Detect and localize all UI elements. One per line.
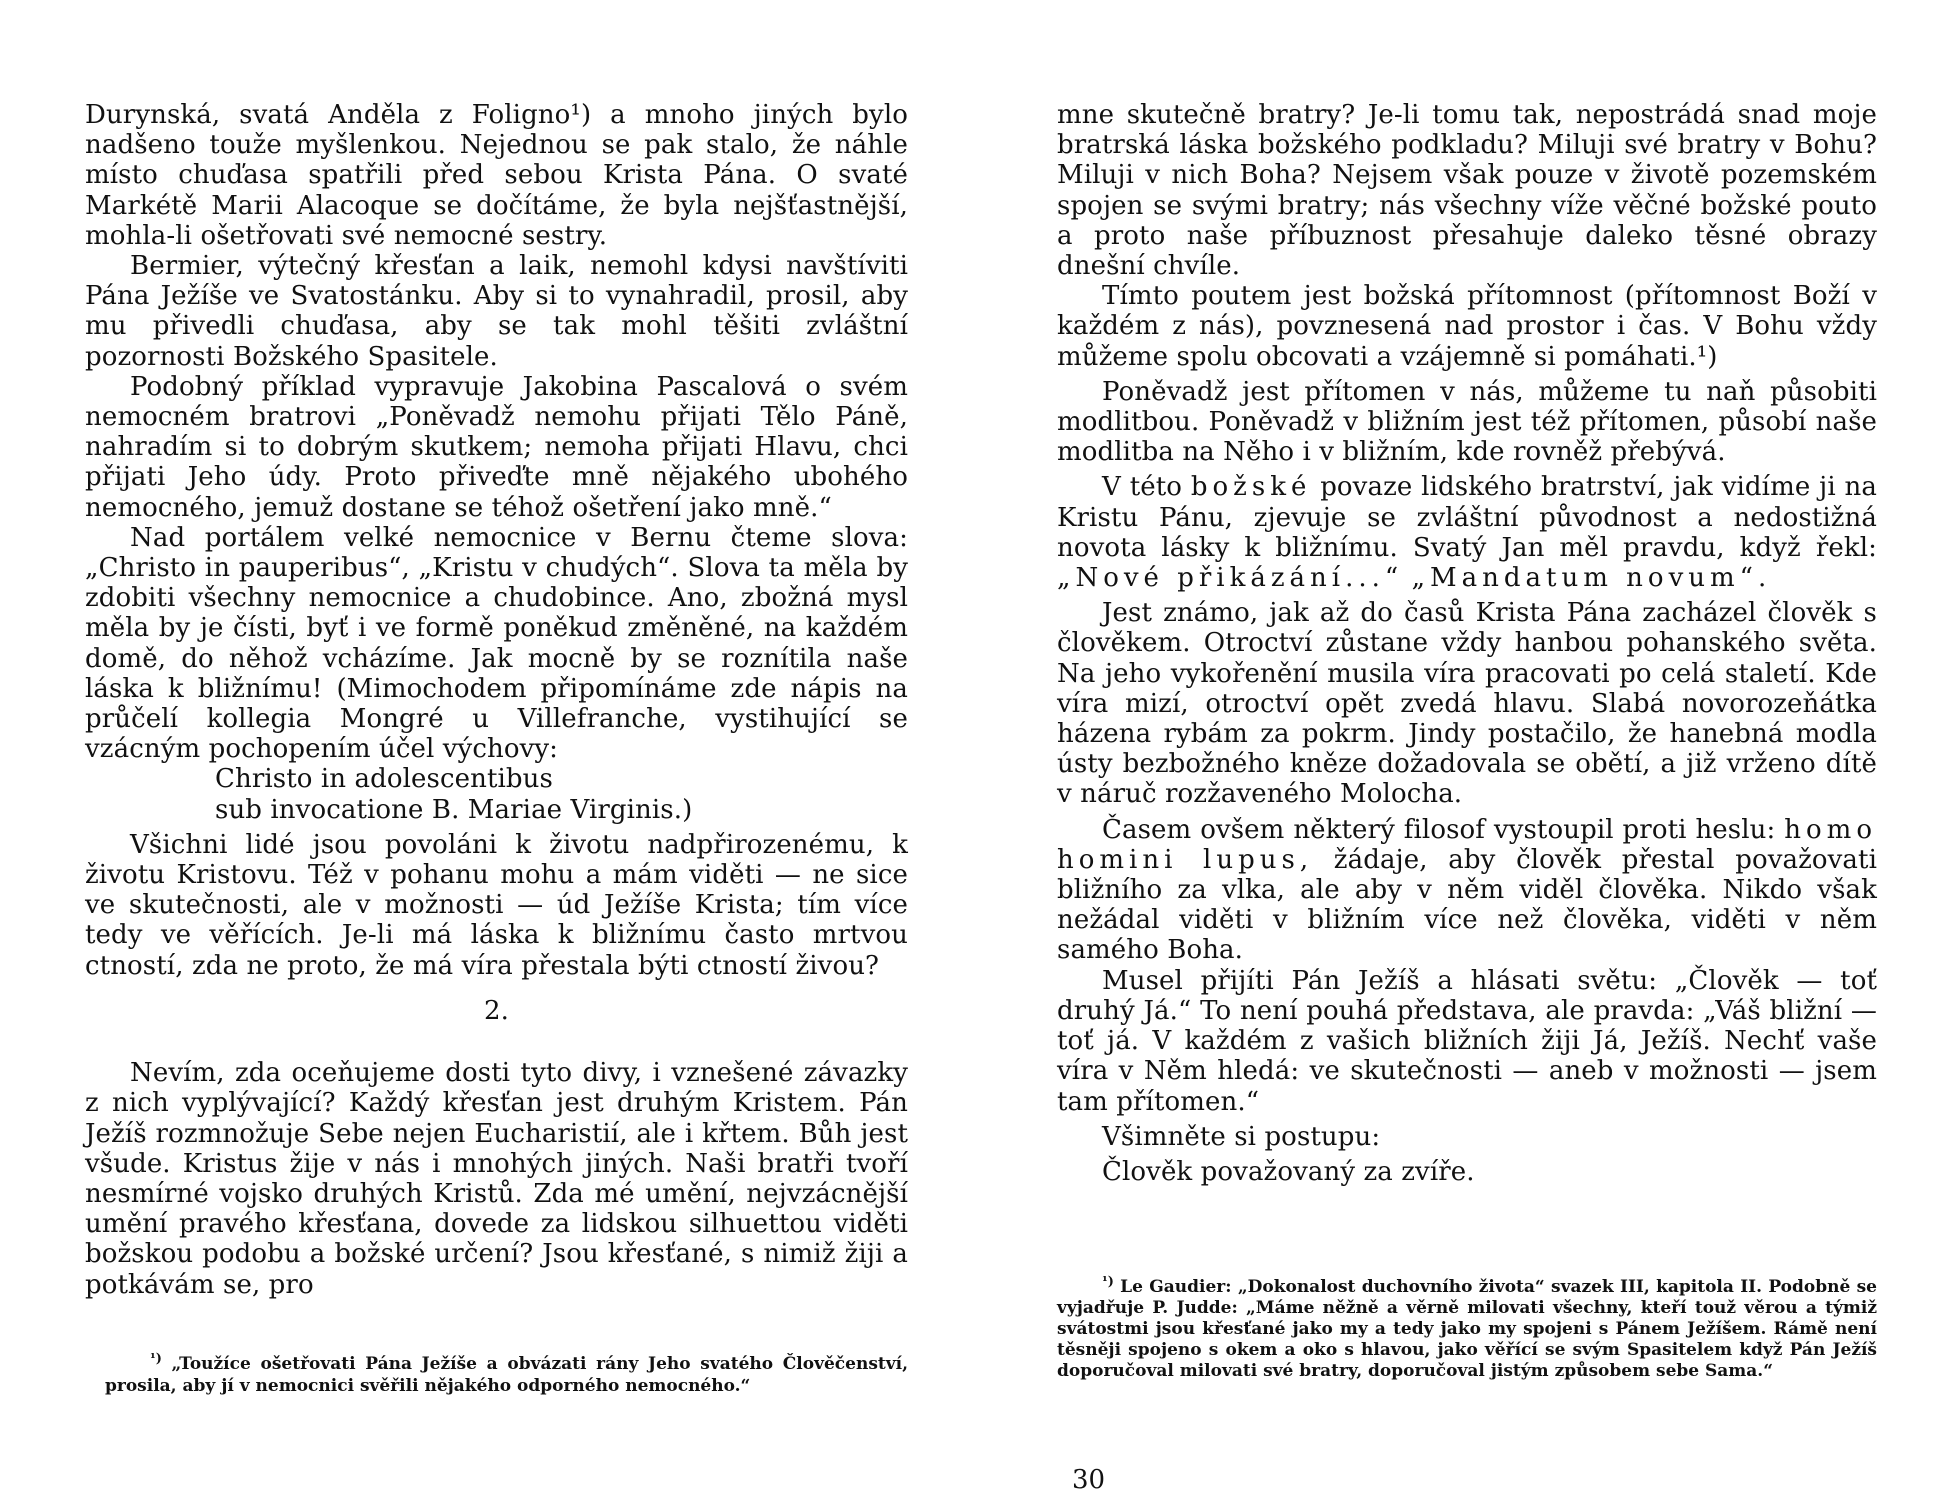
left-page-text [85,100,908,1300]
left-paragraph-1: Durynská, svatá Anděla z Foligno¹) a mnoho jiných bylo nadšeno touže myšlenkou. Nejednou se pak stalo, že náhle místo chuďasa spatřili před sebou Krista Pána. O svaté Markétě Marii Alacoque se dočítáme, že byla nejšťastnější, mohla-li ošetřovati své nemocné sestry. [85,100,908,251]
page-number: 30 [1072,1465,1106,1495]
inscription-line-1: Christo in adolescentibus [215,764,553,795]
right-paragraph-4 [1057,472,1877,593]
inscription-line-2: sub invocatione B. Mariae Virginis.) [215,794,693,825]
right-page-text [1057,100,1877,1187]
right-paragraph-7: Musel přijíti Pán Ježíš a hlásati světu: „Člověk — toť druhý Já.“ To není pouhá představa, ale pravda: „Váš bližní — toť já. V každém z vašich bližních žiji Já, Ježíš. Nechť vaše víra v Něm hledá: ve skutečnosti — aneb v možnosti — jsem tam přítomen.“ [1057,965,1877,1117]
right-paragraph-3: Poněvadž jest přítomen v nás, můžeme tu naň působiti modlitbou. Poněvadž v bližním jest též přítomen, působí naše modlitba na Něho i v bližním, kde rovněž přebývá. [1057,376,1877,468]
p4-spaced-word: božské [1190,472,1312,503]
right-paragraph-1: mne skutečně bratry? Je-li tomu tak, nepostrádá snad moje bratrská láska božského podkladu? Miluji své bratry v Bohu? Miluji v nich Boha? Nejsem však pouze v životě pozemském spojen se svými bratry; nás všechny víže věčné božské pouto a proto naše příbuznost přesahuje daleko těsné obrazy dnešní chvíle. [1057,100,1877,282]
p6-start: Časem ovšem některý filosof vystoupil proti heslu: [1102,814,1776,845]
right-page [1057,0,1877,1500]
right-paragraph-5: Jest známo, jak až do časů Krista Pána zacházel člověk s člověkem. Otroctví zůstane vždy hanbou pohanského světa. Na jeho vykořenění musila víra pracovati po celá staletí. Kde víra mizí, otroctví opět zvedá hlavu. Slabá novorozeňátka házena rybám za pokrm. Jindy postačilo, že hanebná modla ústy bezbožného kněze dožadovala se obětí, a již vrženo dítě v náruč rozžaveného Molocha. [1057,598,1877,810]
section-number: 2. [483,995,509,1026]
left-page [85,0,908,1500]
p6-rest: žádaje, aby člověk přestal považovati bližního za vlka, ale aby v něm viděl člověka. Nikdo však nežádal viděti v bližním více než člověka, viděti v něm samého Boha. [1057,844,1877,966]
left-footnote-text: „Toužíce ošetřovati Pána Ježíše a obvázati rány Jeho svatého Člověčenství, prosila, aby jí v nemocnici svěřili nějakého odporného nemocného.“ [105,1354,909,1396]
left-paragraph-3: Podobný příklad vypravuje Jakobina Pascalová o svém nemocném bratrovi „Poněvadž nemohu přijati Tělo Páně, nahradím si to dobrým skutkem; nemoha přijati Hlavu, chci přijati Jeho údy. Proto přiveďte mně nějakého ubohého nemocného, jemuž dostane se téhož ošetření jako mně.“ [85,371,908,523]
right-paragraph-6 [1057,815,1877,966]
p4-start: V této [1102,472,1183,503]
left-paragraph-2: Bermier, výtečný křesťan a laik, nemohl kdysi navštíviti Pána Ježíše ve Svatostánku. Aby si to vynahradil, prosil, aby mu přivedli chuďasa, aby se tak mohl těšiti zvláštní pozornosti Božského Spasitele. [85,251,908,372]
right-paragraph-2: Tímto poutem jest božská přítomnost (přítomnost Boží v každém z nás), povznesená nad prostor i čas. V Bohu vždy můžeme spolu obcovati a vzájemně si pomáhati.¹) [1057,281,1877,372]
right-footnote-mark: ¹) [1102,1274,1114,1290]
right-paragraph-9: Člověk považovaný za zvíře. [1102,1156,1475,1187]
p6-spaced-phrase: homo homini lupus, [1057,814,1877,875]
p4-quote-1: „Nové přikázání...“ [1057,563,1404,594]
latin-inscription [215,764,908,824]
right-footnote-text: Le Gaudier: „Dokonalost duchovního života“ svazek III, kapitola II. Podobně se vyjadřuje P. Judde: „Máme něžně a věrně milovati všechny, kteří touž věrou a týmiž svátostmi jsou křesťané jako my a tedy jako my spojeni s Pánem Ježíšem. Rámě není těsněji spojeno s okem a oko s hlavou, jako věřící se svým Spasitelem když Pán Ježíš doporučoval milovati své bratry, doporučoval jistým způsobem sebe Sama.“ [1057,1277,1877,1381]
p4-quote-2: „Mandatum novum“. [1411,563,1772,594]
left-paragraph-5: Všichni lidé jsou povoláni k životu nadpřirozenému, k životu Kristovu. Též v pohanu mohu a mám viděti — ne sice ve skutečnosti, ale v možnosti — úd Ježíše Krista; tím více tedy ve věřících. Je-li má láska k bližnímu často mrtvou ctností, zda ne proto, že má víra přestala býti ctností živou? [85,829,908,981]
right-paragraph-8: Všimněte si postupu: [1102,1121,1381,1152]
left-footnote-mark: ¹) [150,1351,162,1367]
p4-rest: povaze lidského bratrství, jak vidíme ji na Kristu Pánu, zjevuje se zvláštní původnost a nedostižná novota lásky k bližnímu. Svatý Jan měl pravdu, když řekl: [1057,472,1877,563]
left-paragraph-4: Nad portálem velké nemocnice v Bernu čteme slova: „Christo in pauperibus“, „Kristu v chudých“. Slova ta měla by zdobiti všechny nemocnice a chudobince. Ano, zbožná mysl měla by je čísti, byť i ve formě poněkud změněné, na každém domě, do něhož vcházíme. Jak mocně by se roznítila naše láska k bližnímu! (Mimochodem připomínáme zde nápis na průčelí kollegia Mongré u Villefranche, vystihující se vzácným pochopením účel výchovy: [85,522,908,765]
right-footnote [1057,1274,1877,1382]
left-paragraph-6: Nevím, zda oceňujeme dosti tyto divy, i vznešené závazky z nich vyplývající? Každý křesťan jest druhým Kristem. Pán Ježíš rozmnožuje Sebe nejen Eucharistií, ale i křtem. Bůh jest všude. Kristus žije v nás i mnohých jiných. Naši bratři tvoří nesmírné vojsko druhých Kristů. Zda mé umění, nejvzácnější umění pravého křesťana, dovede za lidskou silhuettou viděti božskou podobu a božské určení? Jsou křesťané, s nimiž žiji a potkávám se, pro [85,1058,908,1300]
left-footnote [105,1353,908,1397]
